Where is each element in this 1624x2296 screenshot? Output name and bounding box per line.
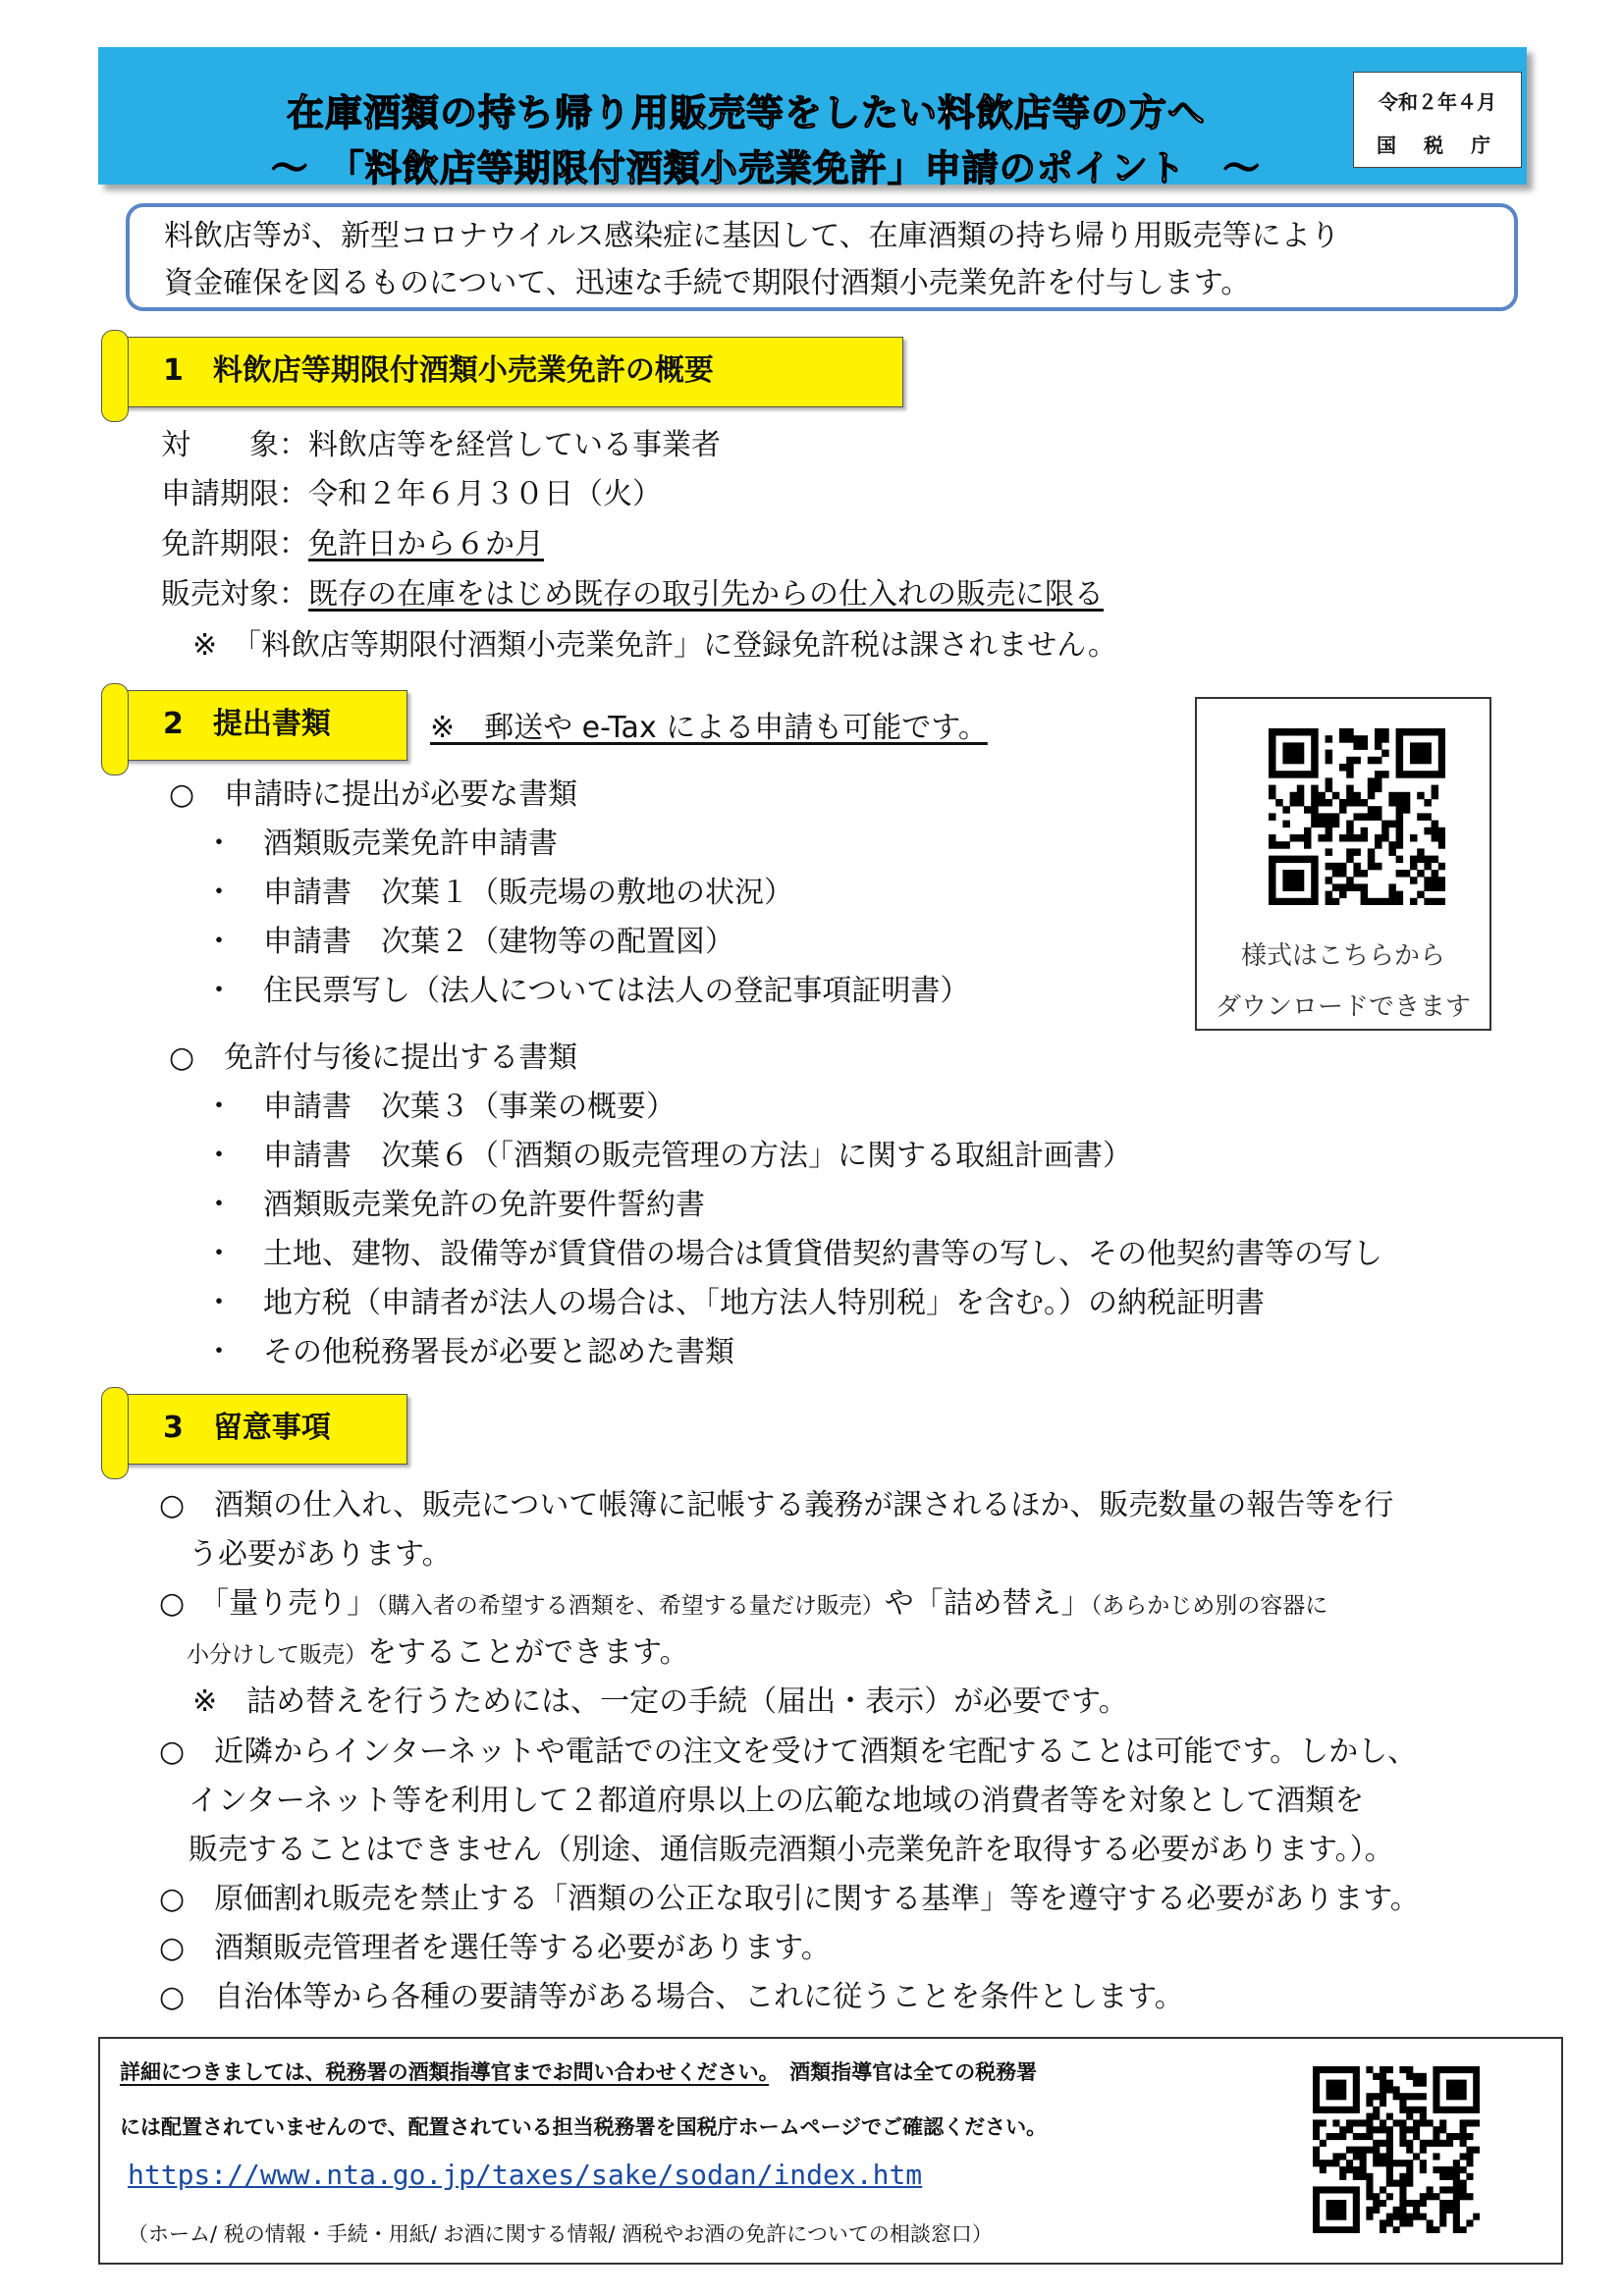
row-value: 免許日から６か月 (308, 527, 544, 561)
contact-line: には配置されていませんので、配置されている担当税務署を国税庁ホームページでご確認ください。 (120, 2115, 1048, 2139)
section1-heading-text: 1 料飲店等期限付酒類小売業免許の概要 (163, 353, 714, 388)
section3-heading (108, 1394, 407, 1465)
notice-line: 販売することはできません（別途、通信販売酒類小売業免許を取得する必要があります。）。 (159, 1833, 1394, 1867)
qr-code-icon[interactable] (1313, 2066, 1480, 2237)
qr-code-icon[interactable] (1269, 728, 1445, 909)
document-item: ・ 酒類販売業免許申請書 (204, 827, 558, 861)
row-label: 免許期限： (161, 527, 308, 561)
row-value: 既存の在庫をはじめ既存の取引先からの仕入れの販売に限る (308, 577, 1104, 612)
document-item: ・ 申請書 次葉６（「酒類の販売管理の方法」に関する取組計画書） (204, 1139, 1132, 1173)
mail-etax-note: ※ 郵送や e-Tax による申請も可能です。 (430, 711, 988, 745)
qr-caption-line: ダウンロードできます (1215, 992, 1471, 1022)
ribbon-curl (101, 1387, 129, 1479)
row-value: 令和２年６月３０日（火） (308, 477, 662, 511)
notice-line: ○ 酒類の仕入れ、販売について帳簿に記帳する義務が課されるほか、販売数量の報告等を行 (159, 1488, 1394, 1522)
refill-note: ※ 詰め替えを行うためには、一定の手続（届出・表示）が必要です。 (192, 1684, 1128, 1719)
bulk-sale-line (187, 1633, 689, 1675)
contact-text: 詳細につきましては、税務署の酒類指導官までお問い合わせください。 (120, 2060, 770, 2084)
page-subtitle: ～ 「料飲店等期限付酒類小売業免許」申請のポイント ～ (271, 147, 1261, 189)
notice-line: インターネット等を利用して２都道府県以上の広範な地域の消費者等を対象として酒類を (159, 1784, 1365, 1818)
overview-row (161, 475, 662, 514)
bulk-sale-text: （あらかじめ別の容器に (1090, 1593, 1328, 1619)
row-label: 対 象： (161, 428, 308, 462)
document-item: ・ 申請書 次葉２（建物等の配置図） (204, 925, 734, 959)
section2-heading-text: 2 提出書類 (163, 707, 331, 741)
document-item: ・ 地方税（申請者が法人の場合は、「地方法人特別税」を含む。）の納税証明書 (204, 1286, 1265, 1320)
qr-caption-line: 様式はこちらから (1240, 941, 1445, 971)
ribbon-curl (101, 683, 129, 775)
registration-tax-note: ※ 「料飲店等期限付酒類小売業免許」に登録免許税は課されません。 (192, 628, 1117, 663)
header-banner (98, 47, 1527, 189)
date-label: 令和２年４月 (1379, 90, 1496, 114)
row-label: 申請期限： (161, 477, 308, 511)
notice-line: ○ 自治体等から各種の要請等がある場合、これに従うことを条件とします。 (159, 1980, 1184, 2014)
notice-line: ○ 原価割れ販売を禁止する「酒類の公正な取引に関する基準」等を遵守する必要があります。 (159, 1882, 1420, 1916)
row-value: 料飲店等を経営している事業者 (308, 428, 721, 462)
date-agency-box (1353, 72, 1522, 168)
nta-link[interactable]: https://www.nta.go.jp/taxes/sake/sodan/index.htm (128, 2159, 923, 2191)
notice-line: う必要があります。 (159, 1537, 452, 1572)
bulk-sale-text: （購入者の希望する酒類を、希望する量だけ販売） (376, 1593, 885, 1619)
section3-heading-text: 3 留意事項 (163, 1411, 331, 1445)
contact-text: 酒類指導官は全ての税務署 (769, 2060, 1038, 2084)
group-title: ○ 免許付与後に提出する書類 (169, 1041, 578, 1075)
form-download-box[interactable] (1195, 697, 1491, 1031)
bulk-sale-text: をすることができます。 (367, 1635, 689, 1670)
intro-line: 資金確保を図るものについて、迅速な手続で期限付酒類小売業免許を付与します。 (164, 266, 1251, 300)
section2-heading (108, 690, 407, 761)
document-item: ・ 土地、建物、設備等が賃貸借の場合は賃貸借契約書等の写し、その他契約書等の写し (204, 1237, 1382, 1271)
document-item: ・ 酒類販売業免許の免許要件誓約書 (204, 1188, 705, 1222)
contact-line (120, 2056, 1037, 2086)
bulk-sale-text: ○ 「量り売り」 (159, 1586, 377, 1621)
notice-line: ○ 近隣からインターネットや電話での注文を受けて酒類を宅配することは可能です。しかし、 (159, 1735, 1418, 1769)
document-item: ・ その他税務署長が必要と認めた書類 (204, 1335, 734, 1369)
row-label: 販売対象： (161, 577, 308, 612)
bulk-sale-line (159, 1584, 1327, 1626)
qr-caption (1197, 931, 1489, 1033)
breadcrumb: （ホーム/ 税の情報・手続・用紙/ お酒に関する情報/ 酒税やお酒の免許についての相談窓口） (128, 2222, 993, 2246)
document-item: ・ 申請書 次葉１（販売場の敷地の状況） (204, 876, 793, 910)
document-item: ・ 住民票写し（法人については法人の登記事項証明書） (204, 974, 970, 1008)
section1-heading (108, 337, 903, 407)
notice-line: ○ 酒類販売管理者を選任等する必要があります。 (159, 1931, 831, 1965)
intro-box (126, 203, 1518, 311)
group-title: ○ 申請時に提出が必要な書類 (169, 777, 578, 812)
bulk-sale-text: 小分けして販売） (187, 1642, 367, 1668)
document-item: ・ 申請書 次葉３（事業の概要） (204, 1090, 676, 1124)
ribbon-curl (101, 330, 129, 422)
overview-row (161, 575, 1104, 614)
overview-row (161, 426, 721, 465)
page-title: 在庫酒類の持ち帰り用販売等をしたい料飲店等の方へ (286, 91, 1206, 134)
agency-label: 国税庁 (1377, 133, 1518, 157)
bulk-sale-text: や「詰め替え」 (884, 1586, 1091, 1621)
contact-box (98, 2037, 1563, 2265)
intro-line: 料飲店等が、新型コロナウイルス感染症に基因して、在庫酒類の持ち帰り用販売等により (164, 219, 1340, 253)
overview-row (161, 525, 544, 564)
